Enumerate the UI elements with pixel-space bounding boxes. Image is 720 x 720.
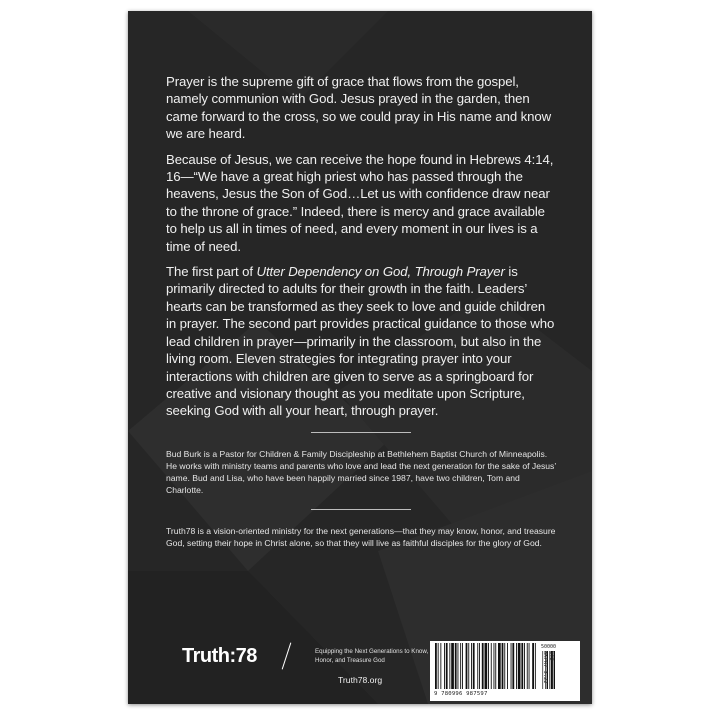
paragraph-text: is primarily directed to adults for their growth in the faith. Leaders’ hearts can be transformed as they seek to love and guide children in prayer. The second part provides practical guidance to those who lead children in prayer—primarily in the classroom, but also in the living room. Eleven strategies for integrating prayer into your interactions with children are given to serve as a springboard for creative and visionary thought as you meditate upon Scripture, seeking God with all your heart, through prayer. <box>166 264 555 419</box>
author-bio: Bud Burk is a Pastor for Children & Family Discipleship at Bethlehem Baptist Church of Minneapolis. He works with ministry teams and parents who love and lead the next generation for the sake of Jesus’ name. Bud and Lisa, who have been happily married since 1987, have two children, Tom and Charlotte. <box>166 448 556 496</box>
book-title-italic: Utter Dependency on God, Through Prayer <box>256 264 505 280</box>
website-url: Truth78.org <box>338 675 383 685</box>
divider <box>311 432 411 433</box>
isbn-barcode <box>430 641 580 701</box>
book-back-cover <box>128 11 592 704</box>
isbn-number: 9 780996 987597 <box>434 691 488 697</box>
paragraph-text: Because of Jesus, we can receive the hope found in Hebrews 4:14, 16—“We have a great high priest who has passed through the heavens, Jesus the Son of God…Let us with confidence draw near to the throne of grace.” Indeed, there is mercy and grace available to help us all in times of need, and every moment in our lives is a time of need. <box>166 151 554 254</box>
brand-tagline: Equipping the Next Generations to Know, Honor, and Treasure God <box>315 648 429 664</box>
paragraph-text: Prayer is the supreme gift of grace that flows from the gospel, namely communion with God. Jesus prayed in the garden, then came forward to the cross, so we could pray in His name and know we are heard. <box>166 74 552 142</box>
divider <box>311 509 411 510</box>
price-addon-number: 50000 <box>541 644 557 650</box>
product-code: BKPR7 3.22 <box>542 651 548 684</box>
description-paragraph <box>166 151 556 255</box>
ministry-blurb: Truth78 is a vision-oriented ministry for the next generations—that they may know, honor, and treasure God, setting their hope in Christ alone, so that they will live as faithful disciples for the glory of God. <box>166 525 556 548</box>
description-paragraph <box>166 263 556 420</box>
product-code-secondary: STD <box>548 651 554 661</box>
barcode-bars-icon <box>433 643 557 691</box>
truth78-logo: Truth:78 <box>182 645 257 667</box>
description-paragraphs <box>166 73 556 420</box>
description-paragraph <box>166 73 556 143</box>
paragraph-text: The first part of <box>166 264 257 280</box>
back-cover-copy <box>166 73 556 549</box>
